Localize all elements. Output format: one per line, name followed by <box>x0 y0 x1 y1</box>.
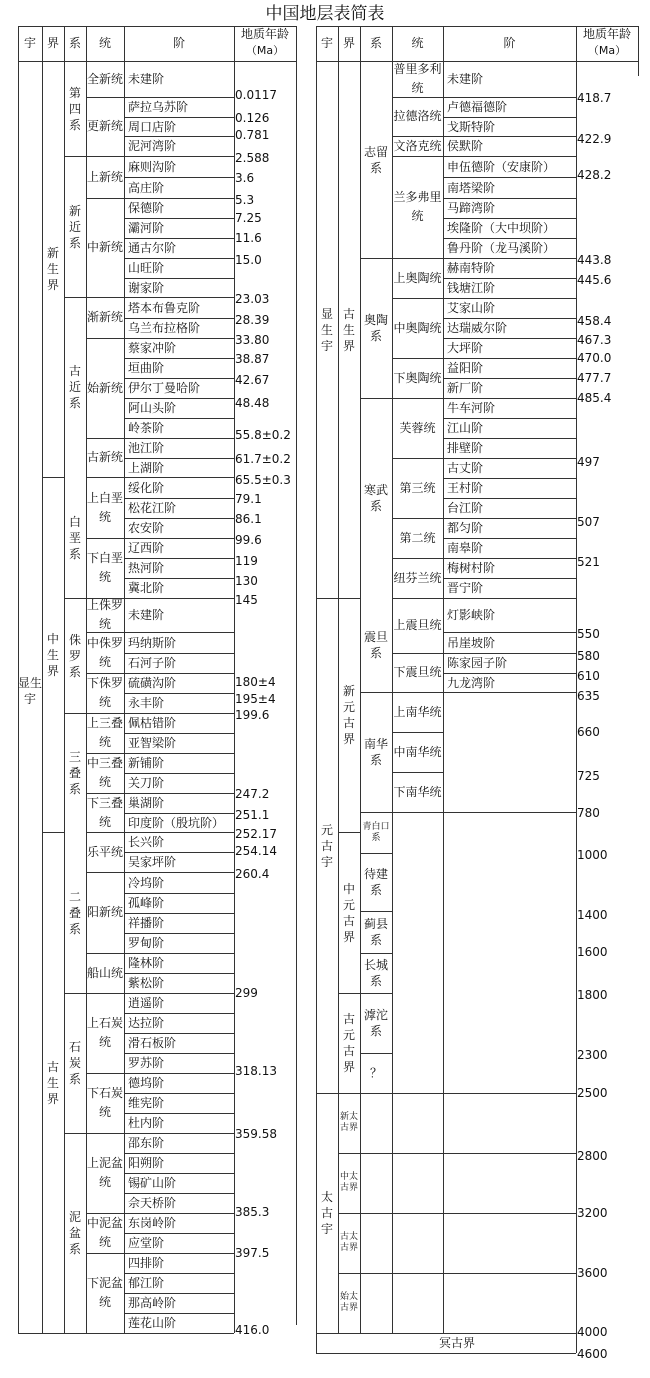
stage-label: 益阳阶 <box>447 361 484 375</box>
eon-label: 显生宇 <box>320 306 333 353</box>
header-system: 系 <box>68 36 81 50</box>
system-label: 待建系 <box>363 867 388 897</box>
series-label: 上三叠统 <box>86 716 123 749</box>
system-label: 奥陶系 <box>363 313 388 343</box>
stage-label: 未建阶 <box>128 72 165 86</box>
stage-label: 艾家山阶 <box>447 301 496 315</box>
stage-label: 乌兰布拉格阶 <box>128 321 201 335</box>
series-label: 始新统 <box>86 380 123 395</box>
header-system: 系 <box>369 36 382 50</box>
system-label: 侏罗系 <box>68 632 81 679</box>
stage-label: 硫磺沟阶 <box>128 676 177 690</box>
era-label: 古元古界 <box>342 1012 355 1074</box>
stage-label: 佘天桥阶 <box>128 1196 177 1210</box>
age-value: 33.80 <box>235 333 270 347</box>
series-label: 下侏罗统 <box>86 676 123 709</box>
age-value: 199.6 <box>235 708 270 722</box>
system-label: 滹沱系 <box>363 1008 388 1038</box>
era-label: 古生界 <box>342 306 355 353</box>
age-value: 11.6 <box>235 231 262 245</box>
stage-label: 阳朔阶 <box>128 1156 165 1170</box>
age-value: 119 <box>235 554 258 568</box>
age-value: 780 <box>577 806 600 820</box>
stage-label: 泥河湾阶 <box>128 139 177 153</box>
series-label: 上奥陶统 <box>393 270 442 285</box>
stage-label: 锡矿山阶 <box>128 1176 177 1190</box>
stage-label: 玛纳斯阶 <box>128 635 177 650</box>
age-value: 4000 <box>577 1325 608 1339</box>
stage-label: 东岗岭阶 <box>128 1216 177 1230</box>
age-value: 7.25 <box>235 211 262 225</box>
stage-label: 那高岭阶 <box>128 1296 177 1310</box>
stage-label: 卢德福德阶 <box>447 100 508 114</box>
age-value: 359.58 <box>235 1127 277 1141</box>
stage-label: 农安阶 <box>128 521 165 535</box>
stage-label: 冀北阶 <box>128 581 165 595</box>
header-era: 界 <box>46 36 59 50</box>
stage-label: 保德阶 <box>128 201 165 215</box>
stage-label: 德坞阶 <box>128 1076 165 1090</box>
age-value: 254.14 <box>235 844 277 858</box>
stage-label: 未建阶 <box>447 72 484 86</box>
stage-label: 大坪阶 <box>447 341 484 355</box>
stage-label: 邵东阶 <box>128 1136 165 1150</box>
stage-label: 四排阶 <box>128 1256 165 1270</box>
series-label: 拉德洛统 <box>393 109 442 123</box>
era-label: 古太古界 <box>339 1232 358 1253</box>
age-value: 79.1 <box>235 492 262 506</box>
stage-label: 上湖阶 <box>128 460 165 475</box>
series-label: 下泥盆统 <box>86 1276 123 1309</box>
stage-label: 萨拉乌苏阶 <box>128 100 189 114</box>
age-value: 2.588 <box>235 151 270 165</box>
stage-label: 佩枯错阶 <box>128 716 177 730</box>
stage-label: 紫松阶 <box>128 976 165 990</box>
table-rule <box>124 598 234 599</box>
era-label: 中太古界 <box>339 1172 358 1193</box>
table-rule <box>392 812 443 813</box>
era-label: 新生界 <box>46 246 59 292</box>
header-eon: 宇 <box>320 36 333 50</box>
age-value: 422.9 <box>577 132 612 146</box>
stage-label: 陈家园子阶 <box>447 656 508 670</box>
system-label: 新近系 <box>68 203 81 250</box>
era-label: 古生界 <box>46 1059 59 1106</box>
table-rule <box>638 61 639 76</box>
age-value: 5.3 <box>235 193 255 207</box>
series-label: 中奥陶统 <box>393 320 442 335</box>
stage-label: 罗苏阶 <box>128 1056 165 1070</box>
stage-label: 侯默阶 <box>447 139 484 153</box>
stage-label: 阿山头阶 <box>128 401 177 415</box>
system-label: 志留系 <box>363 144 388 175</box>
stage-label: 长兴阶 <box>128 835 165 849</box>
age-value: 0.0117 <box>235 88 277 102</box>
stage-label: 蔡家冲阶 <box>128 341 177 355</box>
series-label: 中侏罗统 <box>86 635 123 669</box>
table-rule <box>443 61 576 62</box>
stage-label: 台江阶 <box>447 501 484 515</box>
stage-label: 永丰阶 <box>128 696 165 710</box>
age-value: 55.8±0.2 <box>235 428 291 442</box>
stage-label: 孤峰阶 <box>128 896 165 910</box>
age-value: 445.6 <box>577 273 612 287</box>
era-label-hadean: 冥古界 <box>438 1336 475 1350</box>
series-label: 全新统 <box>86 71 123 86</box>
stage-label: 谢家阶 <box>128 280 165 295</box>
series-label: 普里多利统 <box>393 62 442 95</box>
stage-label: 南塔梁阶 <box>447 180 496 195</box>
stage-label: 应堂阶 <box>128 1236 165 1250</box>
system-label: 白垩系 <box>68 514 81 561</box>
stage-label: 鲁丹阶（龙马溪阶） <box>447 241 556 255</box>
stage-label: 杜内阶 <box>128 1116 165 1130</box>
stage-label: 垣曲阶 <box>128 361 165 375</box>
age-value: 130 <box>235 574 258 588</box>
series-label: 下三叠统 <box>86 795 123 829</box>
age-value: 485.4 <box>577 391 612 405</box>
series-label: 船山统 <box>86 965 123 980</box>
table-rule <box>443 598 576 599</box>
age-value: 195±4 <box>235 692 276 706</box>
stage-label: 周口店阶 <box>128 119 177 134</box>
age-value: 38.87 <box>235 352 270 366</box>
age-value: 507 <box>577 515 600 529</box>
stage-label: 达瑞威尔阶 <box>447 321 508 335</box>
header-eon: 宇 <box>23 36 36 50</box>
age-value: 470.0 <box>577 351 612 365</box>
stage-label: 莲花山阶 <box>128 1316 177 1330</box>
table-rule <box>316 1353 576 1354</box>
system-label: 石炭系 <box>68 1040 81 1086</box>
header-era: 界 <box>342 36 355 50</box>
series-label: 兰多弗里统 <box>393 190 442 223</box>
age-value: 4600 <box>577 1347 608 1361</box>
header-age-unit: （Ma） <box>587 44 627 57</box>
stage-label: 古丈阶 <box>447 461 484 475</box>
table-rule <box>443 812 576 813</box>
table-rule <box>443 692 576 693</box>
age-value: 428.2 <box>577 168 612 182</box>
age-value: 28.39 <box>235 313 270 327</box>
age-value: 2300 <box>577 1048 608 1062</box>
table-rule <box>124 26 125 1333</box>
age-value: 397.5 <box>235 1246 270 1260</box>
age-value: 385.3 <box>235 1205 270 1219</box>
series-label: 第三统 <box>399 480 436 495</box>
age-value: 497 <box>577 455 600 469</box>
series-label: 文洛克统 <box>393 138 442 153</box>
age-value: 443.8 <box>577 253 612 267</box>
age-value: 48.48 <box>235 396 270 410</box>
table-rule <box>338 1093 576 1094</box>
series-label: 古新统 <box>86 450 123 464</box>
stage-label: 都匀阶 <box>447 521 484 535</box>
system-label: 青白口系 <box>362 821 390 843</box>
age-value: 1800 <box>577 988 608 1002</box>
stage-label: 麻则沟阶 <box>128 159 177 174</box>
eon-label: 元古宇 <box>320 822 333 869</box>
system-label: 泥盆系 <box>68 1210 81 1256</box>
table-rule <box>296 26 297 61</box>
table-rule <box>338 1153 576 1154</box>
age-value: 660 <box>577 725 600 739</box>
stage-label: 吴家坪阶 <box>128 855 177 869</box>
age-value: 318.13 <box>235 1064 277 1078</box>
series-label: 中南华统 <box>393 744 442 759</box>
stage-label: 石河子阶 <box>128 656 177 670</box>
stage-label: 吊崖坡阶 <box>447 635 496 650</box>
age-value: 1000 <box>577 848 608 862</box>
system-label: 三叠系 <box>68 749 81 796</box>
header-stage: 阶 <box>503 36 516 50</box>
stage-label: 罗甸阶 <box>128 936 165 950</box>
age-value: 180±4 <box>235 675 276 689</box>
stage-label: 梅树村阶 <box>447 561 496 575</box>
stage-label: 维宪阶 <box>128 1096 165 1110</box>
age-value: 635 <box>577 689 600 703</box>
system-label: 二叠系 <box>68 889 81 936</box>
age-value: 580 <box>577 649 600 663</box>
age-value: 458.4 <box>577 314 612 328</box>
stage-label: 池江阶 <box>128 441 165 455</box>
series-label: 渐新统 <box>86 310 123 324</box>
stage-label: 祥播阶 <box>128 916 165 930</box>
age-value: 477.7 <box>577 371 612 385</box>
table-rule <box>338 1213 576 1214</box>
stage-label: 冷坞阶 <box>128 875 165 890</box>
stage-label: 巢湖阶 <box>128 796 165 810</box>
system-label: 南华系 <box>363 737 388 767</box>
stage-label: 九龙湾阶 <box>447 675 496 690</box>
age-value: 299 <box>235 986 258 1000</box>
stage-label: 达拉阶 <box>128 1016 165 1030</box>
system-label: ？ <box>369 1066 382 1080</box>
header-age: 地质年龄 <box>240 27 289 41</box>
series-label: 中三叠统 <box>86 756 123 789</box>
age-value: 252.17 <box>235 827 277 841</box>
series-label: 下白垩统 <box>86 551 123 584</box>
system-label: 震旦系 <box>363 630 388 660</box>
series-label: 芙蓉统 <box>399 420 436 435</box>
stage-label: 通古尔阶 <box>128 241 177 255</box>
era-label: 新元古界 <box>342 684 355 746</box>
stage-label: 埃隆阶（大中坝阶） <box>447 221 556 235</box>
stage-label: 王村阶 <box>447 481 484 495</box>
stage-label: 关刀阶 <box>128 776 165 790</box>
stage-label: 钱塘江阶 <box>447 281 496 295</box>
series-label: 上石炭统 <box>86 1016 123 1049</box>
age-value: 23.03 <box>235 292 270 306</box>
header-series: 统 <box>411 36 424 50</box>
system-label: 第四系 <box>68 85 81 132</box>
stage-label: 牛车河阶 <box>447 401 496 415</box>
header-age: 地质年龄 <box>582 27 631 41</box>
era-label: 中元古界 <box>342 881 355 944</box>
age-value: 99.6 <box>235 533 262 547</box>
system-label: 长城系 <box>363 958 388 988</box>
age-value: 1600 <box>577 945 608 959</box>
stage-label: 塔本布鲁克阶 <box>128 300 201 315</box>
stage-label: 滑石板阶 <box>128 1036 177 1050</box>
age-value: 42.67 <box>235 373 270 387</box>
age-value: 145 <box>235 593 258 607</box>
series-label: 中新统 <box>86 240 123 254</box>
series-label: 下奥陶统 <box>393 370 442 385</box>
series-label: 纽芬兰统 <box>393 570 442 585</box>
table-rule <box>124 61 234 62</box>
page-title: 中国地层表简表 <box>265 4 385 24</box>
stage-label: 马蹄湾阶 <box>447 201 496 215</box>
series-label: 上泥盆统 <box>86 1156 123 1189</box>
stage-label: 灞河阶 <box>128 221 165 235</box>
series-label: 下南华统 <box>393 784 442 799</box>
series-label: 上白垩统 <box>86 490 123 524</box>
stage-label: 辽西阶 <box>128 541 165 555</box>
age-value: 3200 <box>577 1206 608 1220</box>
age-value: 416.0 <box>235 1323 270 1337</box>
series-label: 上南华统 <box>393 704 442 719</box>
series-label: 下石炭统 <box>86 1086 123 1119</box>
stage-label: 伊尔丁曼哈阶 <box>128 381 201 395</box>
system-label: 蓟县系 <box>363 917 388 947</box>
stage-label: 隆林阶 <box>128 956 165 970</box>
stage-label: 印度阶（殷坑阶） <box>128 815 225 830</box>
age-value: 2500 <box>577 1086 608 1100</box>
series-label: 上新统 <box>86 169 123 184</box>
series-label: 阳新统 <box>86 905 123 919</box>
stage-label: 逍遥阶 <box>128 996 165 1010</box>
stage-label: 戈斯特阶 <box>447 119 496 134</box>
era-label: 新太古界 <box>339 1112 358 1133</box>
stage-label: 新厂阶 <box>447 381 484 395</box>
table-rule <box>443 26 444 1333</box>
age-value: 610 <box>577 669 600 683</box>
series-label: 更新统 <box>86 119 123 133</box>
stage-label: 南皋阶 <box>447 541 484 555</box>
series-label: 下震旦统 <box>393 665 442 679</box>
age-value: 247.2 <box>235 787 270 801</box>
series-label: 上侏罗统 <box>86 598 123 631</box>
series-label: 乐平统 <box>86 844 123 859</box>
age-value: 0.126 <box>235 111 270 125</box>
age-value: 86.1 <box>235 512 262 526</box>
age-value: 0.781 <box>235 128 270 142</box>
age-value: 260.4 <box>235 867 270 881</box>
age-value: 3600 <box>577 1266 608 1280</box>
age-value: 15.0 <box>235 253 262 267</box>
stage-label: 高庄阶 <box>128 180 165 195</box>
header-series: 统 <box>98 36 111 50</box>
table-rule <box>18 1333 234 1334</box>
age-value: 418.7 <box>577 91 612 105</box>
stage-label: 申伍德阶（安康阶） <box>447 159 556 174</box>
age-value: 61.7±0.2 <box>235 452 291 466</box>
series-label: 中泥盆统 <box>86 1216 123 1249</box>
stage-label: 未建阶 <box>128 608 165 622</box>
age-value: 1400 <box>577 908 608 922</box>
stage-label: 晋宁阶 <box>447 581 484 595</box>
system-label: 古近系 <box>68 364 81 410</box>
age-value: 467.3 <box>577 333 612 347</box>
series-label: 上震旦统 <box>393 618 442 632</box>
stage-label: 绥化阶 <box>128 480 165 495</box>
age-value: 65.5±0.3 <box>235 473 291 487</box>
header-age-unit: （Ma） <box>245 44 285 57</box>
stage-label: 排壁阶 <box>447 441 484 455</box>
age-value: 2800 <box>577 1149 608 1163</box>
age-value: 521 <box>577 555 600 569</box>
stage-label: 松花江阶 <box>128 501 177 515</box>
series-label: 第二统 <box>399 530 436 545</box>
eon-label: 显生宇 <box>18 676 43 706</box>
stage-label: 岭茶阶 <box>128 421 165 435</box>
eon-label: 太古宇 <box>320 1190 333 1236</box>
age-value: 725 <box>577 769 600 783</box>
age-value: 251.1 <box>235 808 270 822</box>
header-stage: 阶 <box>172 36 185 50</box>
table-rule <box>338 1273 576 1274</box>
era-label: 中生界 <box>46 631 59 678</box>
stage-label: 赫南特阶 <box>447 261 496 275</box>
stage-label: 新铺阶 <box>128 756 165 770</box>
stage-label: 亚智梁阶 <box>128 736 177 750</box>
stage-label: 灯影峡阶 <box>447 608 496 622</box>
stage-label: 江山阶 <box>447 421 484 435</box>
era-label: 始太古界 <box>339 1292 358 1313</box>
stage-label: 郁江阶 <box>128 1276 165 1290</box>
age-value: 3.6 <box>235 171 255 185</box>
age-value: 550 <box>577 627 600 641</box>
system-label: 寒武系 <box>363 483 388 513</box>
table-rule <box>296 61 297 1325</box>
table-rule <box>638 26 639 61</box>
stage-label: 山旺阶 <box>128 261 165 275</box>
stage-label: 热河阶 <box>128 561 165 575</box>
